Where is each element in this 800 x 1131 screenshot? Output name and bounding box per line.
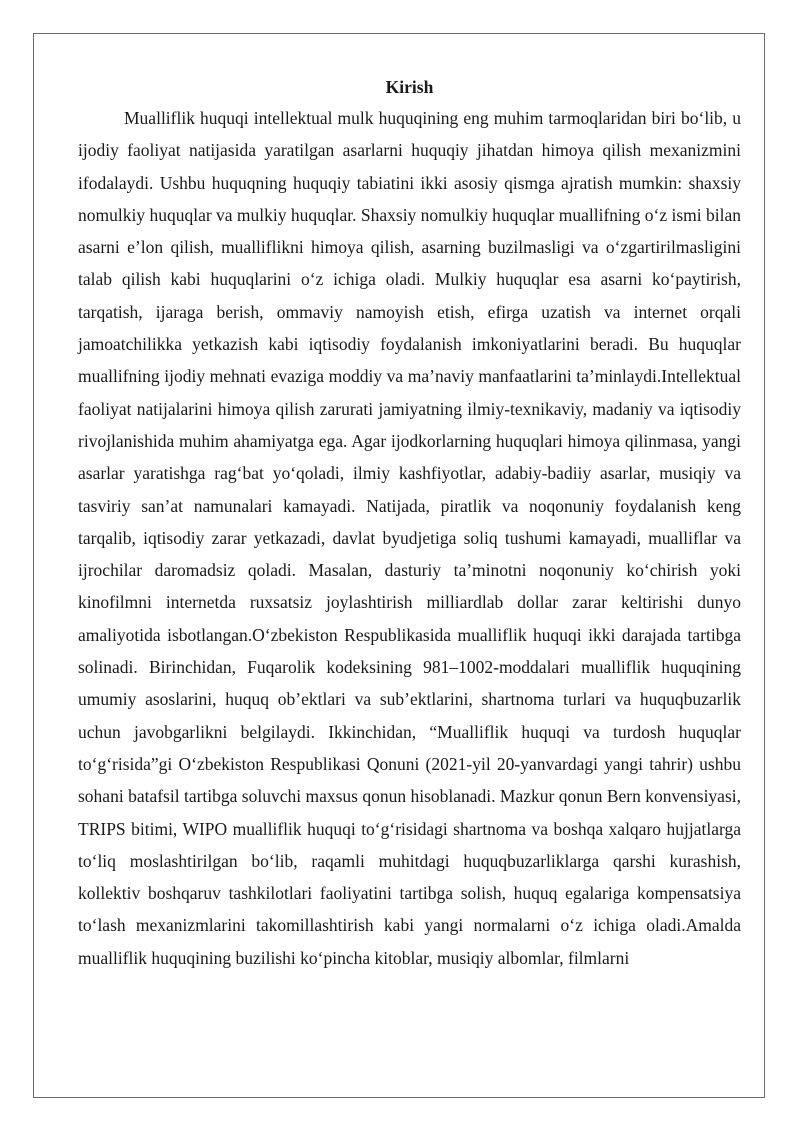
document-title: Kirish [385,77,434,97]
body-paragraph: Mualliflik huquqi intellektual mulk huquqining eng muhim tarmoqlaridan biri bo‘lib, u ijodiy faoliyat natijasida yaratilgan asarlarni huquqiy jihatdan himoya qilish mexanizmini ifodalaydi. Ushbu huquqning huquqiy tabiatini ikki asosiy qismga ajratish mumkin: shaxsiy nomulkiy huquqlar va mulkiy huquqlar. Shaxsiy nomulkiy huquqlar muallifning o‘z ismi bilan asarni e’lon qilish, mualliflikni himoya qilish, asarning buzilmasligi va o‘zgartirilmasligini talab qilish kabi huquqlarini o‘z ichiga oladi. Mulkiy huquqlar esa asarni ko‘paytirish, tarqatish, ijaraga berish, ommaviy namoyish etish, efirga uzatish va internet orqali jamoatchilikka yetkazish kabi iqtisodiy foydalanish imkoniyatlarini beradi. Bu huquqlar muallifning ijodiy mehnati evaziga moddiy va ma’naviy manfaatlarini ta’minlaydi.Intellektual faoliyat natijalarini himoya qilish zarurati jamiyatning ilmiy-texnikaviy, madaniy va iqtisodiy rivojlanishida muhim ahamiyatga ega. Agar ijodkorlarning huquqlari himoya qilinmasa, yangi asarlar yaratishga rag‘bat yo‘qoladi, ilmiy kashfiyotlar, adabiy-badiiy asarlar, musiqiy va tasviriy san’at namunalari kamayadi. Natijada, piratlik va noqonuniy foydalanish keng tarqalib, iqtisodiy zarar yetkazadi, davlat byudjetiga soliq tushumi kamayadi, mualliflar va ijrochilar daromadsiz qoladi. Masalan, dasturiy ta’minotni noqonuniy ko‘chirish yoki kinofilmni internetda ruxsatsiz joylashtirish milliardlab dollar zarar keltirishi dunyo amaliyotida isbotlangan.O‘zbekiston Respublikasida mualliflik huquqi ikki darajada tartibga solinadi. Birinchidan, Fuqarolik kodeksining 981–1002-moddalari mualliflik huquqining umumiy asoslarini, huquq ob’ektlari va sub’ektlarini, shartnoma turlari va huquqbuzarlik uchun javobgarlikni belgilaydi. Ikkinchidan, “Mualliflik huquqi va turdosh huquqlar to‘g‘risida”gi O‘zbekiston Respublikasi Qonuni (2021-yil 20-yanvardagi yangi tahrir) ushbu sohani batafsil tartibga soluvchi maxsus qonun hisoblanadi. Mazkur qonun Bern konvensiyasi, TRIPS bitimi, WIPO mualliflik huquqi to‘g‘risidagi shartnoma va boshqa xalqaro hujjatlarga to‘liq moslashtirilgan bo‘lib, raqamli muhitdagi huquqbuzarliklarga qarshi kurashish, kollektiv boshqaruv tashkilotlari faoliyatini tartibga solish, huquq egalariga kompensatsiya to‘lash mexanizmlarini takomillashtirish kabi yangi normalarni o‘z ichiga oladi.Amalda mualliflik huquqining buzilishi ko‘pincha kitoblar, musiqiy albomlar, filmlarni [78,108,741,968]
document-body [78,76,741,974]
